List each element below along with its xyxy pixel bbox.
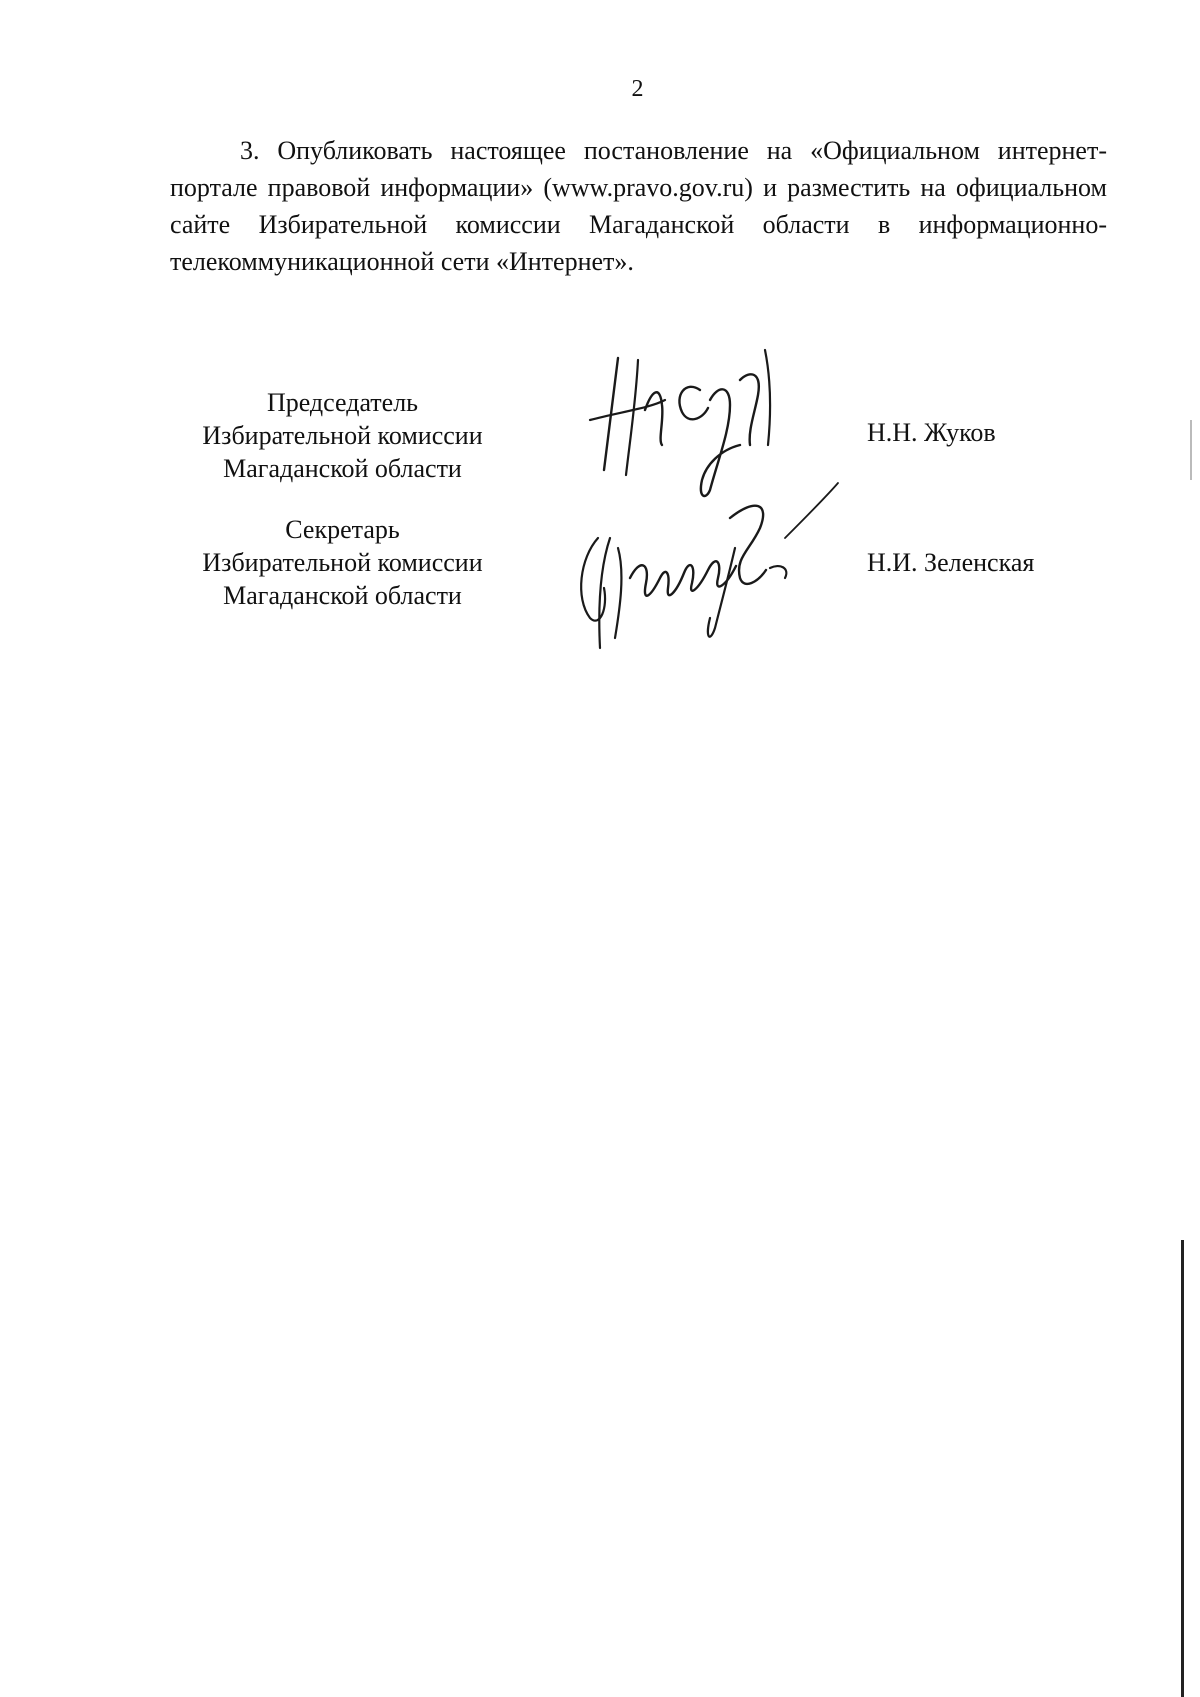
scan-edge-line	[1190, 420, 1192, 480]
scan-edge-line	[1181, 1240, 1184, 1697]
chairman-title-line: Магаданской области	[223, 454, 462, 483]
paragraph-publication: 3. Опубликовать настоящее постановление на «Официальном интернет-портале правовой информации» (www.pravo.gov.ru) и разместить на официальном сайте Избирательной комиссии Магаданской области в информационно-телекоммуникационной сети «Интернет».	[170, 136, 1107, 276]
chairman-name: Н.Н. Жуков	[867, 418, 996, 447]
secretary-title-line: Секретарь	[285, 515, 400, 544]
chairman-title	[170, 386, 515, 485]
chairman-title-line: Избирательной комиссии	[202, 421, 483, 450]
secretary-name: Н.И. Зеленская	[867, 548, 1035, 577]
secretary-signature	[570, 478, 840, 653]
page-number: 2	[631, 76, 644, 102]
chairman-title-line: Председатель	[266, 388, 419, 417]
secretary-title-line: Избирательной комиссии	[202, 548, 483, 577]
secretary-title	[170, 513, 515, 612]
secretary-title-line: Магаданской области	[223, 581, 462, 610]
